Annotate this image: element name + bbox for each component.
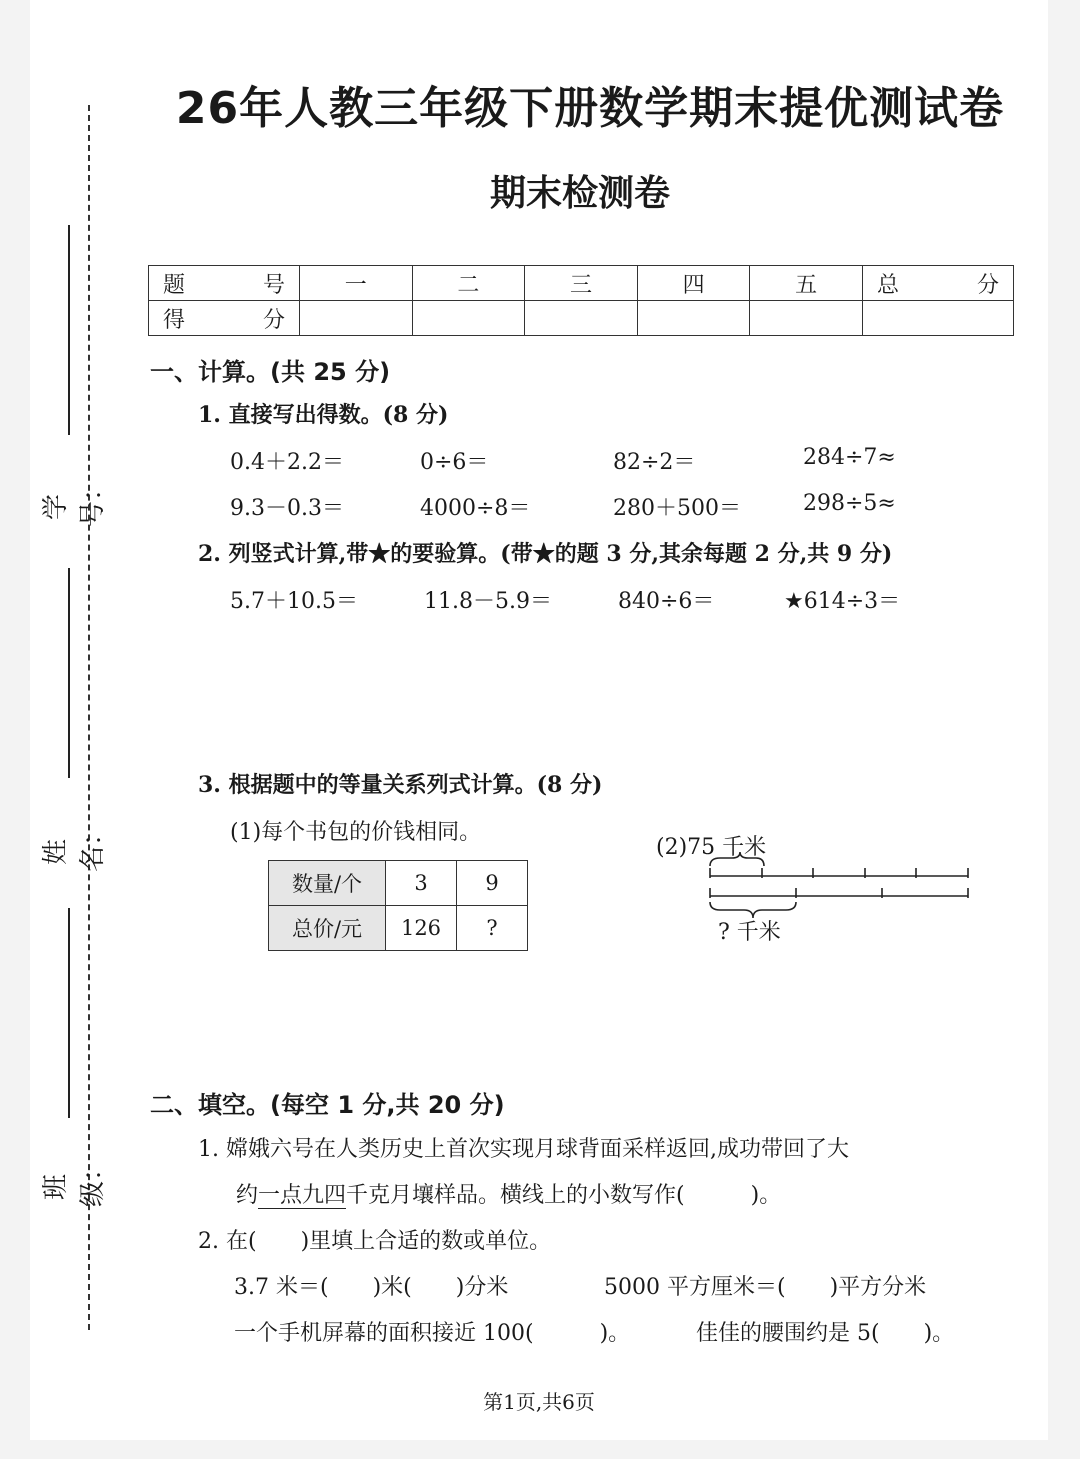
problem: 82÷2＝ — [613, 450, 696, 475]
top-brace — [710, 852, 764, 866]
name-label: 姓名： — [41, 819, 108, 872]
exam-subtitle: 期末检测卷 — [489, 173, 670, 214]
score-cell: 得分 — [149, 301, 300, 336]
problem: 9.3－0.3＝ — [230, 496, 344, 521]
fill-blank[interactable]: 3.7 米＝( )米( )分米 — [234, 1275, 509, 1300]
exam-title: 26年人教三年级下册数学期末提优测试卷 — [175, 83, 1005, 134]
student-id-line — [68, 225, 70, 435]
price-table-row — [269, 906, 528, 951]
question-1-3-part1: (1)每个书包的价钱相同。 — [230, 820, 482, 845]
fill-blank[interactable]: 佳佳的腰围约是 5( )。 — [696, 1321, 955, 1346]
score-input-cell[interactable] — [750, 301, 863, 336]
problem: 280＋500＝ — [613, 496, 741, 521]
problem-star: ★614÷3＝ — [784, 589, 901, 614]
section-1-heading: 一、计算。(共 25 分) — [150, 358, 391, 386]
problem: 0÷6＝ — [420, 450, 489, 475]
problem: 11.8－5.9＝ — [424, 589, 552, 614]
score-cell: 二 — [412, 266, 525, 301]
class-label: 班级： — [41, 1154, 108, 1207]
score-input-cell[interactable] — [412, 301, 525, 336]
question-2-1-line2 — [236, 1178, 781, 1209]
unknown-length-label: ? 千米 — [718, 920, 781, 945]
section-2-heading: 二、填空。(每空 1 分,共 20 分) — [150, 1091, 505, 1119]
student-id-label: 学号： — [41, 474, 108, 527]
price-table-cell: 126 — [386, 906, 457, 951]
score-input-cell[interactable] — [863, 301, 1014, 336]
price-table-row — [269, 861, 528, 906]
question-2-1-line1: 1. 嫦娥六号在人类历史上首次实现月球背面采样返回,成功带回了大 — [198, 1137, 849, 1162]
question-2-2-label: 2. 在( )里填上合适的数或单位。 — [198, 1229, 552, 1254]
binding-dashed-line — [88, 105, 90, 1330]
score-input-cell[interactable] — [525, 301, 638, 336]
question-1-3-part2: (2)75 千米 — [656, 835, 767, 860]
text: 约 — [236, 1183, 259, 1208]
price-table-cell: 3 — [386, 861, 457, 906]
underlined-number-words: 一点九四 — [258, 1183, 347, 1208]
score-cell: 四 — [637, 266, 750, 301]
problem: 840÷6＝ — [618, 589, 715, 614]
problem: 4000÷8＝ — [420, 496, 531, 521]
problem: 298÷5≈ — [803, 491, 896, 516]
score-input-cell[interactable] — [300, 301, 413, 336]
problem: 5.7＋10.5＝ — [230, 589, 358, 614]
score-cell: 五 — [750, 266, 863, 301]
problem: 0.4＋2.2＝ — [230, 450, 344, 475]
price-table-header: 总价/元 — [269, 906, 386, 951]
question-1-2-label: 2. 列竖式计算,带★的要验算。(带★的题 3 分,其余每题 2 分,共 9 分) — [198, 541, 893, 567]
score-cell: 总分 — [863, 266, 1014, 301]
score-table-header-row — [149, 266, 1014, 301]
exam-page — [30, 0, 1048, 1440]
problem: 284÷7≈ — [803, 445, 896, 470]
score-table — [148, 265, 1014, 336]
score-cell: 题号 — [149, 266, 300, 301]
class-line — [68, 908, 70, 1118]
score-input-cell[interactable] — [637, 301, 750, 336]
price-table — [268, 860, 528, 951]
text: 千克月壤样品。横线上的小数写作( )。 — [346, 1183, 782, 1208]
score-cell: 三 — [525, 266, 638, 301]
fill-blank[interactable]: 5000 平方厘米＝( )平方分米 — [604, 1275, 927, 1300]
price-table-header: 数量/个 — [269, 861, 386, 906]
price-table-cell: ? — [457, 906, 528, 951]
fill-blank[interactable]: 一个手机屏幕的面积接近 100( )。 — [234, 1321, 631, 1346]
score-table-score-row — [149, 301, 1014, 336]
score-cell: 一 — [300, 266, 413, 301]
page-footer: 第1页,共6页 — [483, 1390, 595, 1414]
segment-diagram — [700, 850, 980, 920]
question-1-3-label: 3. 根据题中的等量关系列式计算。(8 分) — [198, 772, 603, 798]
question-1-1-label: 1. 直接写出得数。(8 分) — [198, 402, 449, 428]
name-line — [68, 568, 70, 778]
price-table-cell: 9 — [457, 861, 528, 906]
